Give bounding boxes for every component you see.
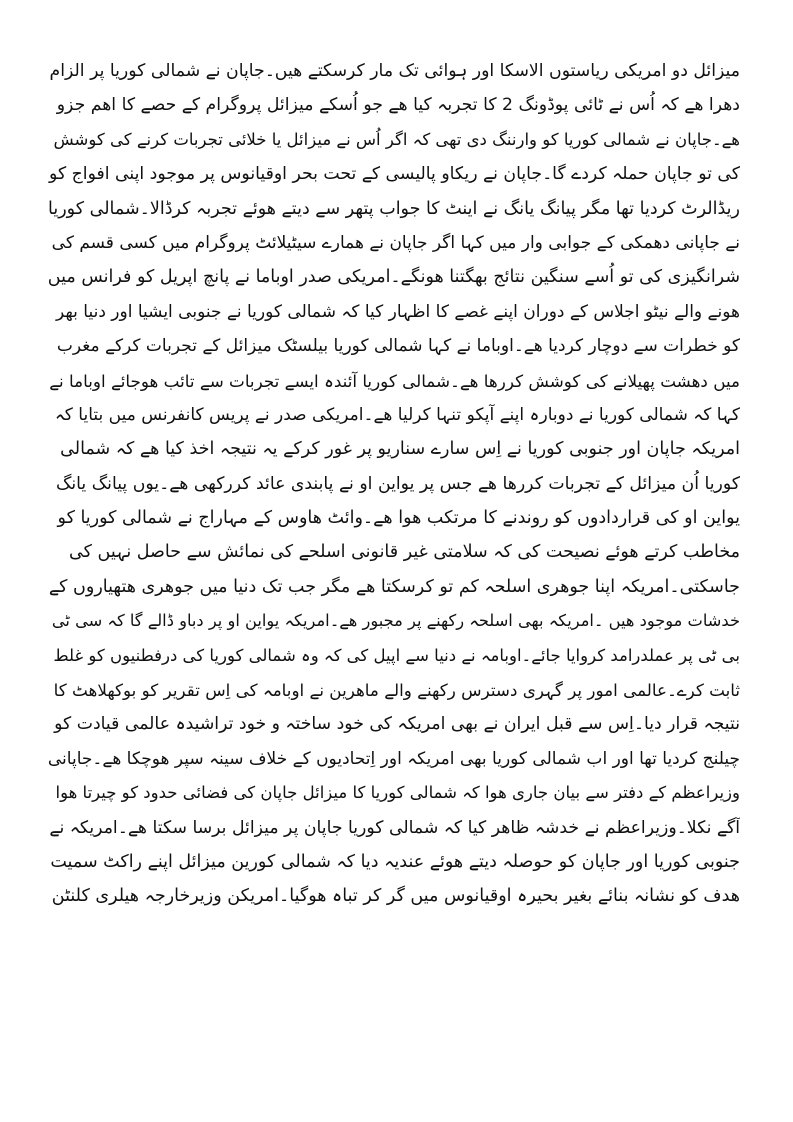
- text-line: ریڈالرٹ کردیا تھا مگر پیانگ یانگ نے اینٹ کا جواب پتھر سے دیتے ھوئے تجربہ کرڈالا۔شمالی کوریا: [48, 198, 740, 219]
- urdu-article-text: [48, 54, 740, 914]
- text-line: نتیجہ قرار دیا۔اِس سے قبل ایران نے بھی امریکہ کی خود ساختہ و خود تراشیدہ عالمی قیادت کو: [54, 714, 740, 735]
- text-line: ثابت کرے۔عالمی امور پر گہری دسترس رکھنے والے ماھرین نے اوبامہ کی اِس تقریر کو بوکھلاھٹ کا: [53, 680, 740, 701]
- text-line: چیلنج کردیا تھا اور اب شمالی کوریا بھی امریکہ اور اِتحادیوں کے خلاف سینہ سپر ھوچکا ھے۔جاپانی: [48, 748, 740, 769]
- text-line: خدشات موجود ھیں ۔امریکہ بھی اسلحہ رکھنے پر مجبور ھے۔امریکہ یواین او پر دباو ڈالے گا کہ سی ٹی: [51, 611, 740, 631]
- text-line: آگے نکلا۔وزیراعظم نے خدشہ ظاھر کیا کہ شمالی کوریا جاپان پر میزائل برسا سکتا ھے۔امریکہ نے: [49, 817, 740, 838]
- text-line: میزائل دو امریکی ریاستوں الاسکا اور ہوائی تک مار کرسکتے ھیں۔جاپان نے شمالی کوریا پر الزام: [49, 61, 740, 81]
- text-line: کی تو جاپان حملہ کردے گا۔جاپان نے ریکاو پالیسی کے تحت بحر اوقیانوس پر موجود اپنی افواج کو: [49, 164, 740, 185]
- text-line: ھے۔جاپان نے شمالی کوریا کو وارننگ دی تھی کہ اگر اُس نے میزائل یا خلائی تجربات کرنے کی کوشش: [53, 129, 740, 149]
- text-line: جنوبی کوریا اور جاپان کو حوصلہ دیتے ھوئے عندیہ دیا کہ شمالی کورین میزائل اپنے راکٹ سمیت: [50, 851, 740, 872]
- text-line: جاسکتی۔امریکہ اپنا جوھری اسلحہ کم تو کرسکتا ھے مگر جب تک دنیا میں جوھری ھتھیاروں کے: [48, 576, 740, 597]
- text-line: شرانگیزی کی تو اُسے سنگین نتائج بھگتنا ھونگے۔امریکی صدر اوباما نے پانچ اپریل کو فرانس میں: [48, 267, 740, 288]
- text-line: دھرا ھے کہ اُس نے ٹائی پوڈونگ 2 کا تجربہ کیا ھے جو اُسکے میزائل پروگرام کے حصے کا اھم جزو: [56, 95, 740, 116]
- text-line: ھدف کو نشانہ بنائے بغیر بحیرہ اوقیانوس میں گر کر تباہ ھوگیا۔امریکن وزیرخارجہ ھیلری کلنٹن: [51, 886, 740, 907]
- text-line: امریکہ جاپان اور جنوبی کوریا نے اِس سارے سناریو پر غور کرکے یہ نتیجہ اخذ کیا ھے کہ شمالی: [60, 439, 740, 460]
- text-line: بی ٹی پر عملدرامد کروایا جائے۔اوبامہ نے دنیا سے اپیل کی کہ وہ شمالی کوریا کی درفطنیوں کو غلط: [53, 645, 740, 665]
- text-line: میں دھشت پھیلانے کی کوشش کررھا ھے۔شمالی کوریا آئندہ ایسے تجربات سے تائب ھوجائے اوباما نے: [49, 370, 740, 391]
- text-line: کوریا اُن میزائل کے تجربات کررھا ھے جس پر یواین او نے پابندی عائد کررکھی ھے۔یوں پیانگ یانگ: [55, 473, 740, 494]
- text-line: نے جاپانی دھمکی کے جوابی وار میں کہا اگر جاپان نے ھمارے سیٹیلائٹ پروگرام میں کسی قسم کی: [51, 232, 740, 253]
- text-line: ھونے والے نیٹو اجلاس کے دوران اپنے غصے کا اظہار کیا کہ شمالی کوریا نے جنوبی ایشیا اور دنیا بھر: [55, 301, 740, 322]
- text-line: مخاطب کرتے ھوئے نصیحت کی کہ سلامتی غیر قانونی اسلحے کی نمائش سے حاصل نہیں کی: [69, 542, 740, 563]
- text-line: یواین او کی قراردادوں کو روندنے کا مرتکب ھوا ھے۔وائٹ ھاوس کے مہاراج نے شمالی کوریا کو: [57, 508, 740, 529]
- text-line: کو خطرات سے دوچار کردیا ھے۔اوباما نے کہا شمالی کوریا بیلسٹک میزائل کے تجربات کرکے مغرب: [56, 336, 740, 357]
- text-line: کہا کہ شمالی کوریا نے دوبارہ اپنے آپکو تنہا کرلیا ھے۔امریکی صدر نے پریس کانفرنس میں بتایا کہ: [54, 404, 740, 425]
- text-line: وزیراعظم کے دفتر سے بیان جاری ھوا کہ شمالی کوریا کا میزائل جاپان کی فضائی حدود کو چیرتا ھوا: [55, 783, 740, 803]
